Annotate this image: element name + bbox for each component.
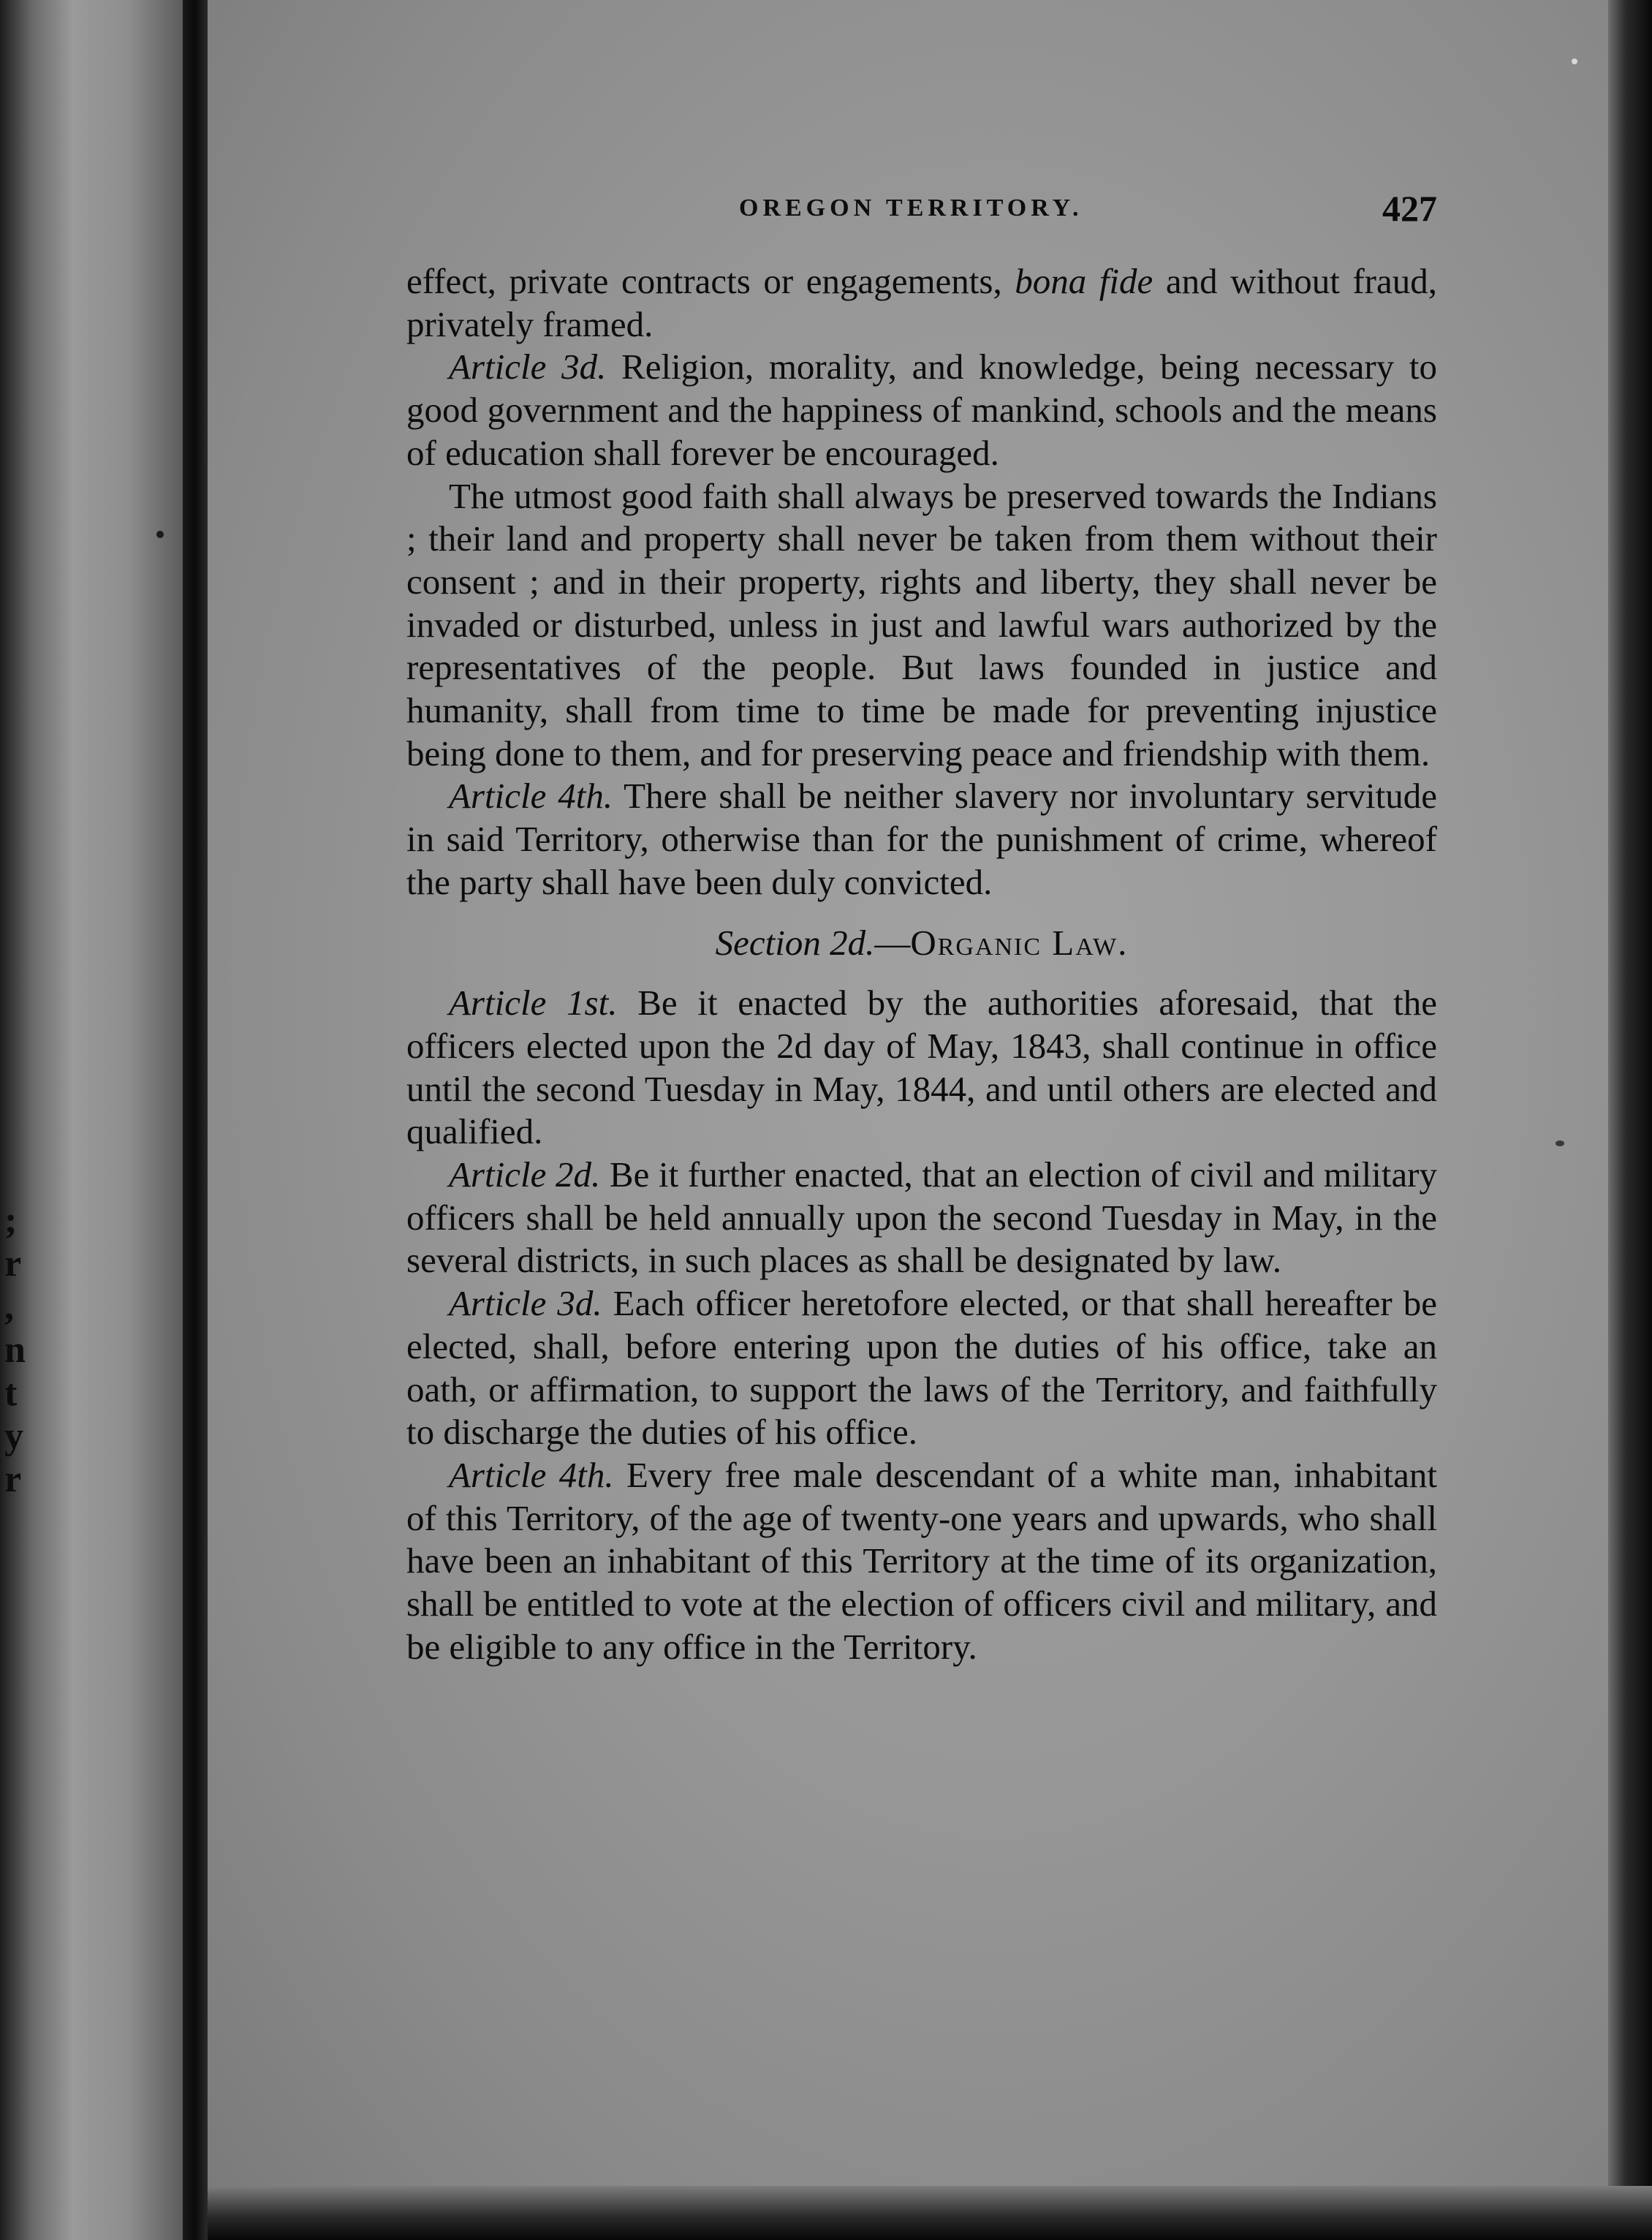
fragment-2: , xyxy=(4,1286,14,1328)
paragraph-text: There shall be neither slavery nor involuntary servitude in said Territory, otherwise than for the punishment of crime, whereof the party shall have been duly convicted. xyxy=(406,776,1438,902)
paragraph-text: Each officer heretofore elected, or that shall hereafter be elected, shall, before entering upon the duties of his office, take an oath, or affirmation, to support the laws of the Territory, and faithfully to discharge the duties of his office. xyxy=(406,1283,1437,1453)
fragment-1: r xyxy=(4,1243,22,1284)
paragraph-text: effect, private contracts or engagements, xyxy=(406,261,1015,301)
paragraph xyxy=(406,260,1437,346)
running-title: OREGON TERRITORY. xyxy=(739,194,1083,222)
fragment-6: r xyxy=(4,1458,22,1500)
fragment-5: y xyxy=(4,1415,23,1457)
article-label: Article 4th. xyxy=(449,776,613,817)
paragraph xyxy=(406,1154,1437,1282)
paragraph-text: Be it enacted by the authorities aforesaid, that the officers elected upon the 2d day of May, 1843, shall continue in office until the second Tuesday in May, 1844, and until others are elected and qualified. xyxy=(406,983,1437,1152)
scan-speck xyxy=(156,531,164,538)
article-label: Article 3d. xyxy=(449,347,607,387)
article-label: Article 4th. xyxy=(449,1454,614,1495)
article-label: Article 1st. xyxy=(449,983,618,1023)
paragraph xyxy=(406,1282,1437,1454)
running-head xyxy=(406,183,1437,234)
body-text xyxy=(406,260,1437,1669)
article-label: Article 2d. xyxy=(449,1154,601,1195)
page-bottom-edge xyxy=(208,2186,1652,2240)
page-right-edge xyxy=(1608,0,1652,2240)
facing-page-fragments xyxy=(4,1199,34,1501)
paragraph-text: Every free male descendant of a white man, inhabitant of this Territory, of the age of twenty-one years and upwards, who shall have been an inhabitant of this Territory at the time of its organization, shall be entitled to vote at the election of officers civil and military, and be eligible to any office in the Territory. xyxy=(406,1454,1438,1667)
scan-speck xyxy=(1556,1140,1564,1146)
paragraph xyxy=(406,1454,1437,1669)
paragraphs-after-section xyxy=(406,982,1437,1668)
fragment-3: n xyxy=(4,1329,26,1371)
paragraph xyxy=(406,775,1437,904)
section-title: Organic Law. xyxy=(910,922,1129,963)
article-label: Article 3d. xyxy=(449,1283,602,1324)
paragraph-text: Be it further enacted, that an election of civil and military officers shall be held annually upon the second Tuesday in May, in the several districts, in such places as shall be designated by law. xyxy=(406,1154,1438,1281)
paragraph-text: The utmost good faith shall always be preserved towards the Indians ; their land and property shall never be taken from them without their consent ; and in their property, rights and liberty, they shall never be invaded or disturbed, unless in just and lawful wars authorized by the representatives of the people. But laws founded in justice and humanity, shall from time to time be made for preventing injustice being done to them, and for preserving peace and friendship with them. xyxy=(406,475,1437,773)
paragraph-text: Religion, morality, and knowledge, being necessary to good government and the happiness of mankind, schools and the means of education shall forever be encouraged. xyxy=(406,347,1437,473)
section-heading xyxy=(406,922,1437,965)
section-dash: — xyxy=(874,922,911,963)
section-label: Section 2d. xyxy=(715,922,875,963)
facing-page-edge xyxy=(0,0,183,2240)
scan-speck xyxy=(1572,58,1577,64)
paragraphs-before-section xyxy=(406,260,1437,904)
fragment-4: t xyxy=(4,1372,18,1414)
fragment-0: ; xyxy=(4,1200,18,1241)
paragraph xyxy=(406,475,1437,776)
paragraph xyxy=(406,346,1437,474)
article-label: bona fide xyxy=(1015,261,1153,301)
book-gutter xyxy=(183,0,208,2240)
page-number: 427 xyxy=(1382,188,1437,229)
paragraph xyxy=(406,982,1437,1154)
paragraph-text: and without fraud, privately framed. xyxy=(406,261,1437,344)
